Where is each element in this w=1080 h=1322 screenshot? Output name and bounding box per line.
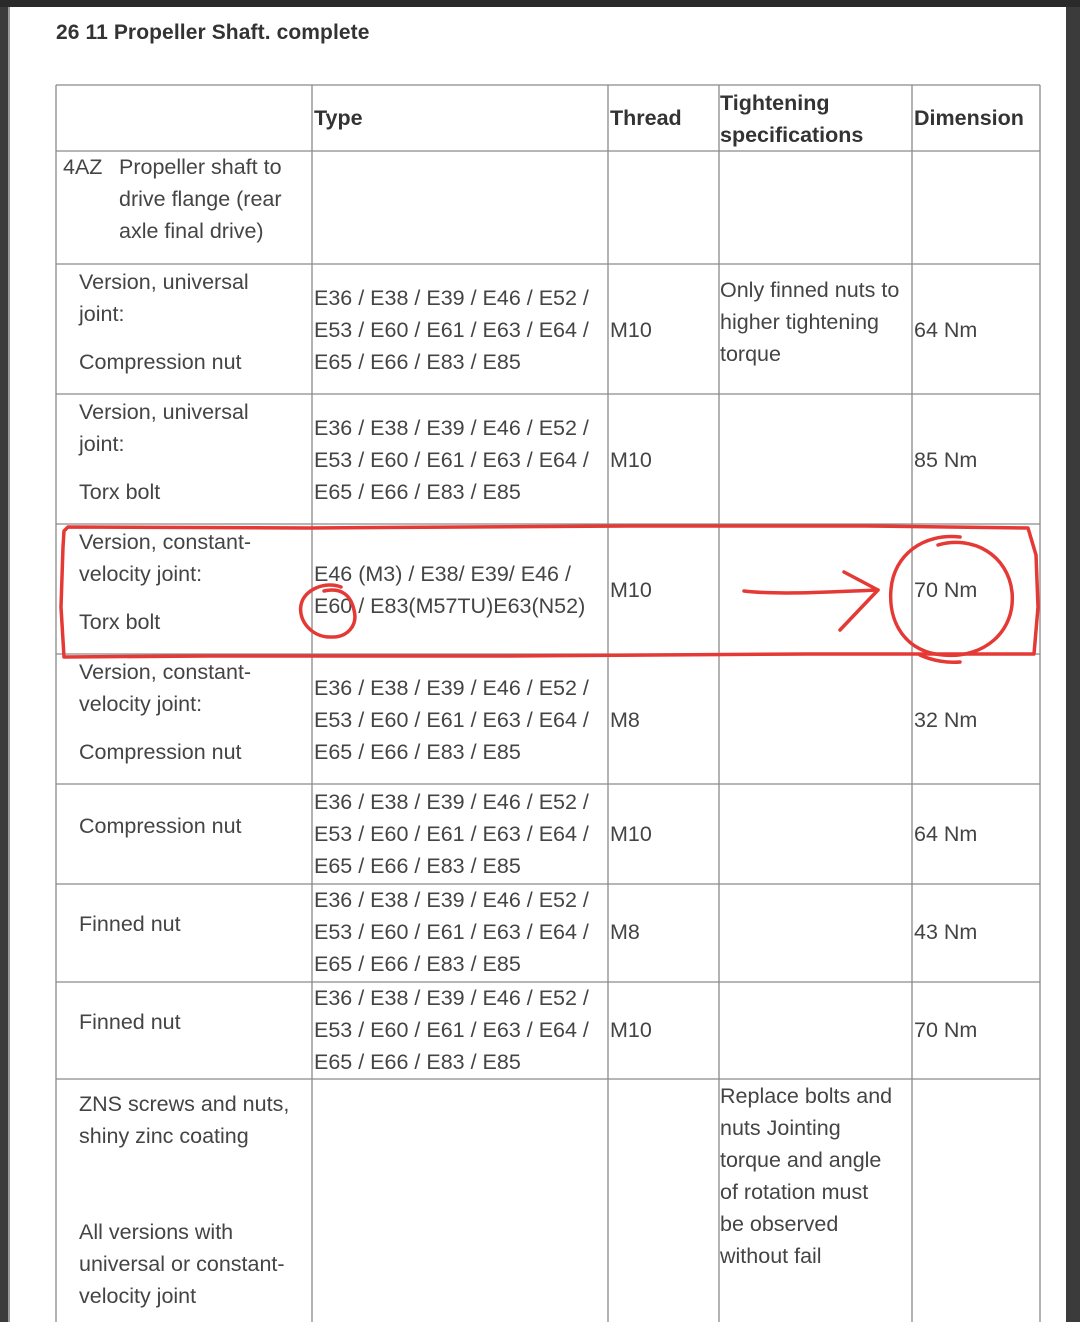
thread-value: M10 — [610, 1018, 652, 1042]
dimension-value: 64 Nm — [914, 318, 978, 342]
group-code: 4AZ — [63, 155, 103, 179]
thread-value: M10 — [610, 448, 652, 472]
dimension-value: 70 Nm — [914, 578, 978, 602]
spec-line2: higher tightening — [720, 310, 879, 334]
part-line2: shiny zinc coating — [79, 1124, 249, 1148]
header-dimension: Dimension — [914, 106, 1024, 130]
thread-value: M10 — [610, 822, 652, 846]
version-line2: velocity joint: — [79, 692, 203, 716]
header-tightening: Tightening specifications — [720, 91, 864, 147]
type-line2: E53 / E60 / E61 / E63 / E64 / — [314, 708, 589, 732]
type-line2: E53 / E60 / E61 / E63 / E64 / — [314, 822, 589, 846]
spec-line5: be observed — [720, 1212, 839, 1236]
spec-line4: of rotation must — [720, 1180, 869, 1204]
spec-line1: Replace bolts and — [720, 1084, 893, 1108]
version-line1: Version, universal — [79, 400, 249, 424]
version-line1: Version, constant- — [79, 660, 252, 684]
dimension-value: 85 Nm — [914, 448, 978, 472]
note-line3: velocity joint — [79, 1284, 197, 1308]
page-title: 26 11 Propeller Shaft. complete — [56, 21, 370, 44]
type-line3: E65 / E66 / E83 / E85 — [314, 480, 521, 504]
note-line1: All versions with — [79, 1220, 234, 1244]
spec-line3: torque — [720, 342, 781, 366]
type-line2: E53 / E60 / E61 / E63 / E64 / — [314, 1018, 589, 1042]
part-name: Compression nut — [79, 814, 242, 838]
part-name: Finned nut — [79, 912, 181, 936]
type-line2: E60 / E83(M57TU)E63(N52) — [314, 594, 586, 618]
part-name: Compression nut — [79, 740, 242, 764]
type-line1: E36 / E38 / E39 / E46 / E52 / — [314, 676, 589, 700]
version-line1: Version, constant- — [79, 530, 252, 554]
part-name: Torx bolt — [79, 610, 161, 634]
document-page — [8, 7, 1066, 1322]
type-line1: E36 / E38 / E39 / E46 / E52 / — [314, 790, 589, 814]
note-line2: universal or constant- — [79, 1252, 285, 1276]
version-line2: joint: — [79, 302, 125, 326]
type-line1: E36 / E38 / E39 / E46 / E52 / — [314, 416, 589, 440]
type-line2: E53 / E60 / E61 / E63 / E64 / — [314, 318, 589, 342]
version-line2: velocity joint: — [79, 562, 203, 586]
type-line1: E36 / E38 / E39 / E46 / E52 / — [314, 888, 589, 912]
group-description: Propeller shaft to drive flange (rear axle final drive) — [119, 155, 282, 243]
type-line3: E65 / E66 / E83 / E85 — [314, 740, 521, 764]
thread-value: M10 — [610, 318, 652, 342]
type-line3: E65 / E66 / E83 / E85 — [314, 854, 521, 878]
spec-line2: nuts Jointing — [720, 1116, 841, 1140]
type-line1: E46 (M3) / E38/ E39/ E46 / — [314, 562, 571, 586]
part-name: Torx bolt — [79, 480, 161, 504]
type-line1: E36 / E38 / E39 / E46 / E52 / — [314, 986, 589, 1010]
dimension-value: 43 Nm — [914, 920, 978, 944]
type-line1: E36 / E38 / E39 / E46 / E52 / — [314, 286, 589, 310]
thread-value: M8 — [610, 708, 640, 732]
version-line2: joint: — [79, 432, 125, 456]
type-line3: E65 / E66 / E83 / E85 — [314, 350, 521, 374]
part-name: Finned nut — [79, 1010, 181, 1034]
version-line1: Version, universal — [79, 270, 249, 294]
type-line3: E65 / E66 / E83 / E85 — [314, 1050, 521, 1074]
dimension-value: 32 Nm — [914, 708, 978, 732]
type-line2: E53 / E60 / E61 / E63 / E64 / — [314, 920, 589, 944]
type-line3: E65 / E66 / E83 / E85 — [314, 952, 521, 976]
spec-line1: Only finned nuts to — [720, 278, 900, 302]
dimension-value: 70 Nm — [914, 1018, 978, 1042]
header-thread: Thread — [610, 106, 682, 130]
thread-value: M8 — [610, 920, 640, 944]
part-line1: ZNS screws and nuts, — [79, 1092, 290, 1116]
spec-line6: without fail — [720, 1244, 822, 1268]
thread-value: M10 — [610, 578, 652, 602]
spec-line3: torque and angle — [720, 1148, 882, 1172]
viewer-top-bar — [0, 0, 1080, 7]
header-type: Type — [314, 106, 363, 130]
part-name: Compression nut — [79, 350, 242, 374]
dimension-value: 64 Nm — [914, 822, 978, 846]
type-line2: E53 / E60 / E61 / E63 / E64 / — [314, 448, 589, 472]
